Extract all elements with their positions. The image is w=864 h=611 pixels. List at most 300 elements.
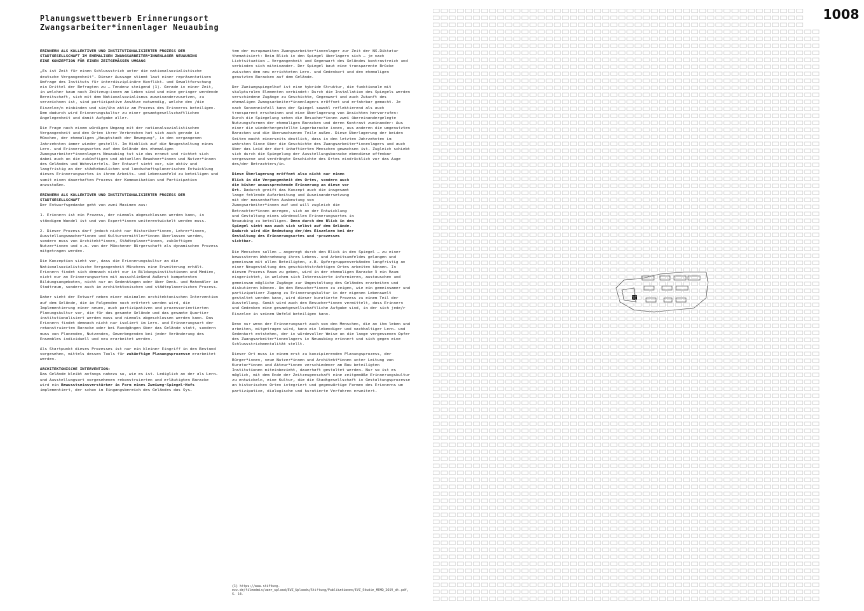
grid-cell (562, 527, 568, 531)
grid-cell (465, 583, 471, 587)
grid-cell (643, 317, 649, 321)
grid-cell (490, 331, 496, 335)
grid-cell (756, 576, 762, 580)
grid-cell (659, 156, 665, 160)
grid-cell (473, 177, 479, 181)
grid-cell (780, 464, 786, 468)
grid-cell (724, 576, 730, 580)
grid-cell (457, 114, 463, 118)
grid-cell (603, 30, 609, 34)
grid-cell (627, 128, 633, 132)
grid-cell (595, 296, 601, 300)
grid-cell (748, 170, 754, 174)
grid-cell (789, 597, 795, 601)
grid-cell (732, 58, 738, 62)
grid-cell (683, 506, 689, 510)
grid-cell (433, 345, 439, 349)
grid-cell (554, 296, 560, 300)
grid-cell (465, 555, 471, 559)
grid-cell (780, 156, 786, 160)
grid-cell (667, 149, 673, 153)
grid-cell (732, 541, 738, 545)
grid-cell (748, 289, 754, 293)
grid-cell (481, 58, 487, 62)
grid-cell (748, 296, 754, 300)
grid-cell (587, 548, 593, 552)
grid-cell (724, 478, 730, 482)
grid-cell (498, 282, 504, 286)
grid-cell (457, 65, 463, 69)
grid-cell (570, 142, 576, 146)
grid-cell (700, 457, 706, 461)
grid-cell (716, 205, 722, 209)
grid-cell (449, 79, 455, 83)
grid-cell (522, 443, 528, 447)
grid-cell (716, 107, 722, 111)
grid-cell (490, 569, 496, 573)
grid-cell (481, 163, 487, 167)
grid-cell (651, 345, 657, 349)
grid-cell (506, 79, 512, 83)
grid-cell (724, 338, 730, 342)
grid-cell (554, 408, 560, 412)
grid-cell (433, 401, 439, 405)
grid-cell (611, 289, 617, 293)
grid-cell (570, 282, 576, 286)
grid-cell (619, 366, 625, 370)
grid-cell (595, 569, 601, 573)
grid-cell (433, 422, 439, 426)
grid-cell (724, 128, 730, 132)
grid-cell (780, 548, 786, 552)
grid-cell (481, 506, 487, 510)
grid-cell (675, 79, 681, 83)
grid-cell (441, 590, 447, 594)
grid-cell (530, 37, 536, 41)
grid-cell (538, 576, 544, 580)
grid-cell (595, 184, 601, 188)
grid-cell (587, 366, 593, 370)
grid-cell (805, 163, 811, 167)
grid-cell (441, 30, 447, 34)
grid-cell (465, 338, 471, 342)
grid-cell (708, 114, 714, 118)
grid-cell (595, 170, 601, 174)
grid-cell (789, 79, 795, 83)
grid-cell (675, 93, 681, 97)
grid-cell (587, 513, 593, 517)
grid-cell (764, 562, 770, 566)
grid-cell (538, 254, 544, 258)
grid-cell (797, 107, 803, 111)
grid-cell (797, 65, 803, 69)
grid-cell (506, 534, 512, 538)
grid-cell (619, 394, 625, 398)
grid-cell (667, 128, 673, 132)
grid-cell (481, 590, 487, 594)
grid-cell (700, 65, 706, 69)
grid-cell (587, 44, 593, 48)
grid-cell (756, 597, 762, 601)
grid-cell (692, 352, 698, 356)
grid-cell (764, 492, 770, 496)
grid-cell (554, 149, 560, 153)
grid-cell (748, 65, 754, 69)
grid-cell (764, 597, 770, 601)
grid-cell (635, 93, 641, 97)
grid-cell (683, 485, 689, 489)
grid-cell (748, 240, 754, 244)
grid-cell (481, 226, 487, 230)
grid-cell (805, 261, 811, 265)
grid-cell (748, 58, 754, 62)
grid-cell (570, 268, 576, 272)
grid-cell (473, 107, 479, 111)
grid-cell (514, 478, 520, 482)
grid-cell (748, 184, 754, 188)
grid-cell (595, 23, 601, 27)
grid-cell (603, 548, 609, 552)
grid-cell (716, 72, 722, 76)
grid-cell (683, 450, 689, 454)
grid-cell (780, 310, 786, 314)
grid-cell (481, 429, 487, 433)
grid-cell (457, 296, 463, 300)
grid-cell (805, 289, 811, 293)
grid-cell (740, 324, 746, 328)
grid-cell (530, 471, 536, 475)
grid-cell (498, 212, 504, 216)
grid-cell (700, 51, 706, 55)
text-column-right (232, 48, 412, 398)
grid-cell (651, 30, 657, 34)
grid-cell (635, 163, 641, 167)
grid-cell (716, 478, 722, 482)
grid-cell (651, 121, 657, 125)
grid-cell (772, 499, 778, 503)
grid-cell (627, 562, 633, 566)
grid-cell (780, 30, 786, 34)
grid-cell (522, 289, 528, 293)
grid-cell (522, 114, 528, 118)
grid-cell (805, 555, 811, 559)
grid-cell (635, 583, 641, 587)
grid-cell (611, 415, 617, 419)
grid-cell (457, 107, 463, 111)
grid-cell (441, 142, 447, 146)
grid-cell (635, 317, 641, 321)
grid-cell (506, 373, 512, 377)
grid-cell (700, 261, 706, 265)
grid-cell (498, 387, 504, 391)
grid-cell (756, 296, 762, 300)
grid-cell (643, 282, 649, 286)
grid-cell (627, 506, 633, 510)
grid-cell (789, 541, 795, 545)
paragraph: 1. Erinnern ist ein Prozess, der niemals abgeschlossen werden kann, in ständigem Wandel ist und von Expert*innen weiterentwickelt werden muss. (40, 212, 207, 223)
grid-cell (490, 93, 496, 97)
grid-cell (740, 401, 746, 405)
grid-cell (724, 303, 730, 307)
grid-cell (732, 86, 738, 90)
grid-cell (506, 261, 512, 265)
grid-cell (473, 296, 479, 300)
grid-cell (659, 534, 665, 538)
grid-cell (619, 499, 625, 503)
grid-cell (756, 471, 762, 475)
grid-cell (570, 513, 576, 517)
grid-cell (756, 373, 762, 377)
grid-cell (457, 450, 463, 454)
grid-cell (506, 429, 512, 433)
grid-cell (651, 506, 657, 510)
grid-cell (481, 9, 487, 13)
grid-cell (514, 541, 520, 545)
grid-cell (490, 324, 496, 328)
grid-cell (805, 548, 811, 552)
grid-cell (716, 394, 722, 398)
grid-cell (683, 23, 689, 27)
grid-cell (772, 401, 778, 405)
grid-cell (797, 191, 803, 195)
grid-cell (578, 9, 584, 13)
grid-cell (441, 541, 447, 545)
grid-cell (481, 114, 487, 118)
grid-cell (481, 366, 487, 370)
grid-cell (659, 51, 665, 55)
grid-cell (700, 233, 706, 237)
grid-cell (506, 184, 512, 188)
grid-cell (772, 37, 778, 41)
grid-cell (578, 478, 584, 482)
grid-cell (587, 51, 593, 55)
grid-cell (562, 219, 568, 223)
grid-cell (603, 387, 609, 391)
grid-cell (595, 51, 601, 55)
grid-cell (611, 107, 617, 111)
grid-cell (627, 527, 633, 531)
grid-cell (465, 380, 471, 384)
grid-cell (813, 513, 819, 517)
grid-cell (538, 303, 544, 307)
grid-cell (619, 128, 625, 132)
grid-cell (449, 114, 455, 118)
grid-cell (570, 485, 576, 489)
grid-cell (522, 100, 528, 104)
grid-cell (627, 247, 633, 251)
grid-cell (797, 303, 803, 307)
grid-cell (562, 100, 568, 104)
grid-cell (627, 156, 633, 160)
grid-cell (780, 415, 786, 419)
grid-cell (740, 317, 746, 321)
grid-cell (683, 72, 689, 76)
grid-cell (748, 492, 754, 496)
grid-cell (764, 205, 770, 209)
grid-cell (700, 156, 706, 160)
grid-cell (700, 240, 706, 244)
grid-cell (740, 387, 746, 391)
grid-cell (643, 65, 649, 69)
grid-cell (764, 576, 770, 580)
grid-cell (546, 233, 552, 237)
grid-cell (490, 282, 496, 286)
grid-cell (708, 450, 714, 454)
grid-cell (772, 492, 778, 496)
grid-cell (772, 485, 778, 489)
grid-cell (611, 163, 617, 167)
grid-cell (538, 170, 544, 174)
grid-cell (481, 261, 487, 265)
grid-cell (692, 506, 698, 510)
grid-cell (764, 16, 770, 20)
grid-cell (538, 65, 544, 69)
grid-cell (522, 226, 528, 230)
grid-cell (546, 408, 552, 412)
grid-cell (514, 268, 520, 272)
grid-cell (716, 289, 722, 293)
grid-cell (692, 569, 698, 573)
grid-cell (813, 569, 819, 573)
grid-cell (667, 401, 673, 405)
grid-cell (764, 247, 770, 251)
grid-cell (683, 44, 689, 48)
grid-cell (627, 415, 633, 419)
grid-cell (724, 100, 730, 104)
grid-cell (506, 520, 512, 524)
grid-cell (700, 79, 706, 83)
grid-cell (772, 51, 778, 55)
grid-cell (659, 331, 665, 335)
grid-cell (643, 184, 649, 188)
grid-cell (611, 373, 617, 377)
grid-cell (813, 58, 819, 62)
grid-cell (659, 380, 665, 384)
grid-cell (546, 275, 552, 279)
grid-cell (506, 380, 512, 384)
grid-cell (441, 261, 447, 265)
grid-cell (651, 541, 657, 545)
grid-cell (538, 121, 544, 125)
grid-cell (554, 156, 560, 160)
grid-cell (708, 331, 714, 335)
grid-cell (780, 541, 786, 545)
grid-cell (595, 268, 601, 272)
grid-cell (732, 128, 738, 132)
grid-cell (756, 142, 762, 146)
grid-cell (667, 520, 673, 524)
grid-cell (692, 499, 698, 503)
grid-cell (764, 415, 770, 419)
grid-cell (748, 569, 754, 573)
grid-cell (611, 121, 617, 125)
grid-cell (490, 485, 496, 489)
grid-cell (708, 583, 714, 587)
grid-cell (635, 359, 641, 363)
grid-cell (724, 366, 730, 370)
grid-cell (449, 240, 455, 244)
grid-cell (756, 177, 762, 181)
grid-cell (635, 198, 641, 202)
grid-cell (651, 450, 657, 454)
grid-cell (578, 562, 584, 566)
grid-cell (441, 72, 447, 76)
grid-cell (562, 226, 568, 230)
grid-cell (530, 562, 536, 566)
grid-cell (514, 177, 520, 181)
grid-cell (522, 478, 528, 482)
grid-cell (449, 170, 455, 174)
grid-cell (506, 86, 512, 90)
grid-cell (441, 506, 447, 510)
grid-cell (708, 219, 714, 223)
grid-cell (789, 170, 795, 174)
grid-cell (667, 478, 673, 482)
grid-cell (789, 352, 795, 356)
grid-cell (772, 170, 778, 174)
grid-cell (562, 51, 568, 55)
grid-cell (780, 352, 786, 356)
grid-cell (554, 317, 560, 321)
grid-cell (514, 289, 520, 293)
grid-cell (740, 247, 746, 251)
grid-cell (481, 289, 487, 293)
grid-cell (732, 464, 738, 468)
grid-cell (481, 142, 487, 146)
grid-cell (449, 527, 455, 531)
grid-cell (449, 506, 455, 510)
grid-cell (562, 506, 568, 510)
grid-cell (675, 387, 681, 391)
grid-cell (805, 254, 811, 258)
grid-cell (473, 9, 479, 13)
grid-cell (587, 450, 593, 454)
grid-cell (683, 499, 689, 503)
grid-cell (611, 198, 617, 202)
grid-cell (506, 100, 512, 104)
grid-cell (772, 177, 778, 181)
grid-cell (683, 240, 689, 244)
grid-cell (797, 198, 803, 202)
grid-cell (724, 527, 730, 531)
grid-cell (797, 527, 803, 531)
grid-cell (554, 135, 560, 139)
grid-cell (772, 9, 778, 13)
grid-cell (538, 415, 544, 419)
grid-cell (740, 534, 746, 538)
grid-cell (748, 408, 754, 412)
grid-cell (756, 324, 762, 328)
grid-cell (748, 233, 754, 237)
grid-cell (530, 345, 536, 349)
grid-cell (498, 198, 504, 202)
grid-cell (498, 100, 504, 104)
grid-cell (449, 44, 455, 48)
grid-cell (546, 422, 552, 426)
grid-cell (490, 23, 496, 27)
grid-cell (433, 226, 439, 230)
grid-cell (635, 44, 641, 48)
grid-cell (562, 352, 568, 356)
grid-cell (667, 51, 673, 55)
grid-cell (441, 184, 447, 188)
grid-cell (805, 51, 811, 55)
grid-cell (619, 527, 625, 531)
grid-cell (659, 9, 665, 13)
grid-cell (433, 387, 439, 391)
grid-cell (675, 107, 681, 111)
grid-cell (716, 121, 722, 125)
